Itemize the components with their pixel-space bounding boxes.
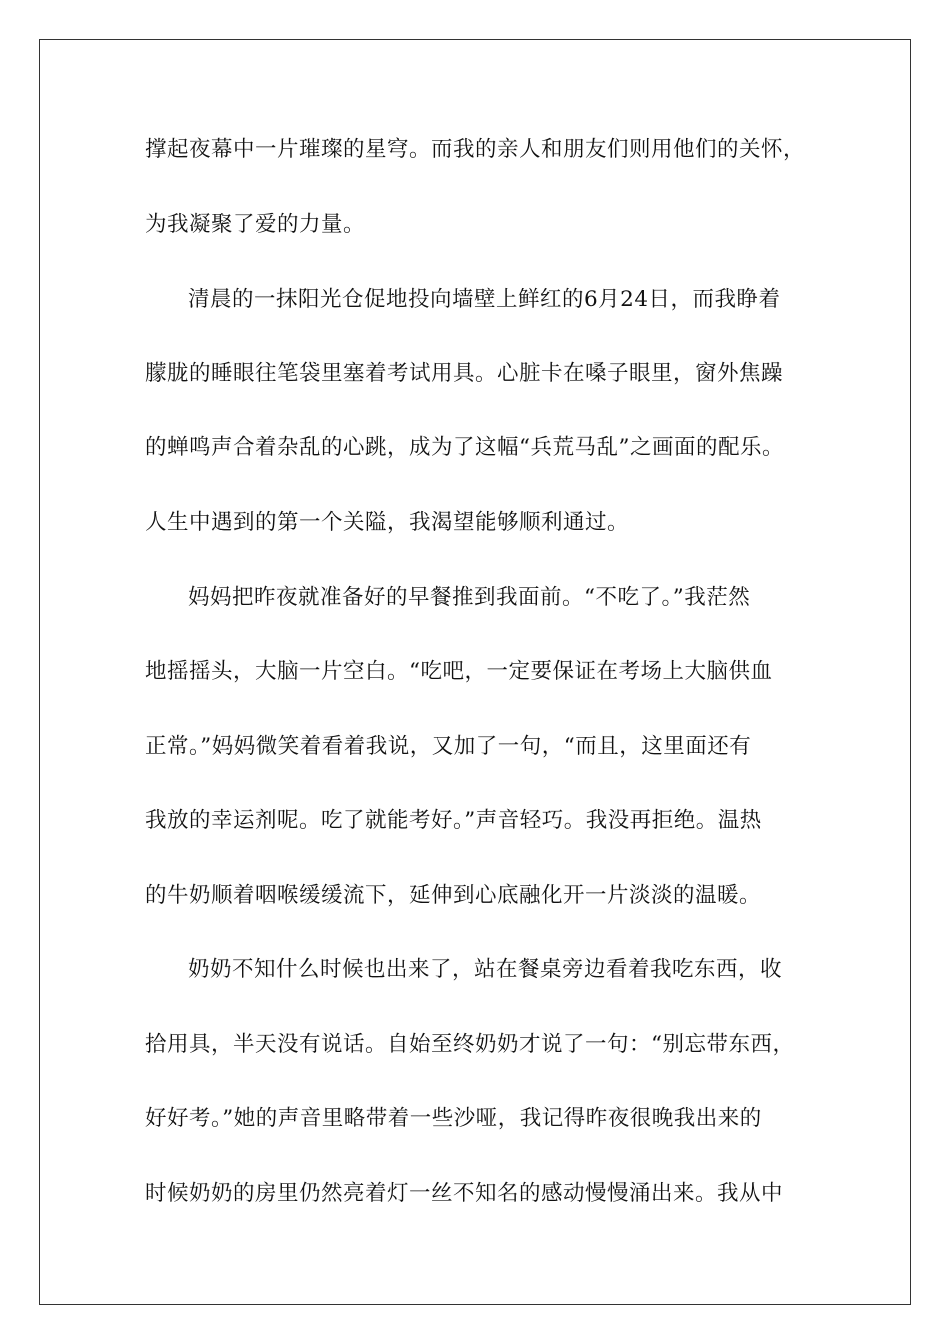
text-line: 我放的幸运剂呢。吃了就能考好。”声音轻巧。我没再拒绝。温热	[145, 808, 762, 833]
text-line: 朦胧的睡眼往笔袋里塞着考试用具。心脏卡在嗓子眼里，窗外焦躁	[145, 361, 784, 386]
paragraph-first-line: 清晨的一抹阳光仓促地投向墙壁上鲜红的6月24日，而我睁着	[188, 287, 781, 312]
text-line: 撑起夜幕中一片璀璨的星穹。而我的亲人和朋友们则用他们的关怀，	[145, 137, 806, 162]
text-line: 的蝉鸣声合着杂乱的心跳，成为了这幅“兵荒马乱”之画面的配乐。	[145, 435, 784, 460]
text-line: 时候奶奶的房里仍然亮着灯一丝不知名的感动慢慢涌出来。我从中	[145, 1181, 784, 1206]
text-line: 拾用具，半天没有说话。自始至终奶奶才说了一句：“别忘带东西，	[145, 1032, 795, 1057]
text-line: 人生中遇到的第一个关隘，我渴望能够顺利通过。	[145, 510, 630, 535]
text-line: 好好考。”她的声音里略带着一些沙哑，我记得昨夜很晚我出来的	[145, 1106, 762, 1131]
paragraph-first-line: 妈妈把昨夜就准备好的早餐推到我面前。“不吃了。”我茫然	[188, 585, 751, 610]
text-line: 正常。”妈妈微笑着看着我说，又加了一句，“而且，这里面还有	[145, 734, 752, 759]
paragraph-first-line: 奶奶不知什么时候也出来了，站在餐桌旁边看着我吃东西，收	[188, 957, 783, 982]
text-line: 地摇摇头，大脑一片空白。“吃吧，一定要保证在考场上大脑供血	[145, 659, 773, 684]
text-line: 的牛奶顺着咽喉缓缓流下，延伸到心底融化开一片淡淡的温暖。	[145, 883, 762, 908]
text-line: 为我凝聚了爱的力量。	[145, 212, 366, 237]
